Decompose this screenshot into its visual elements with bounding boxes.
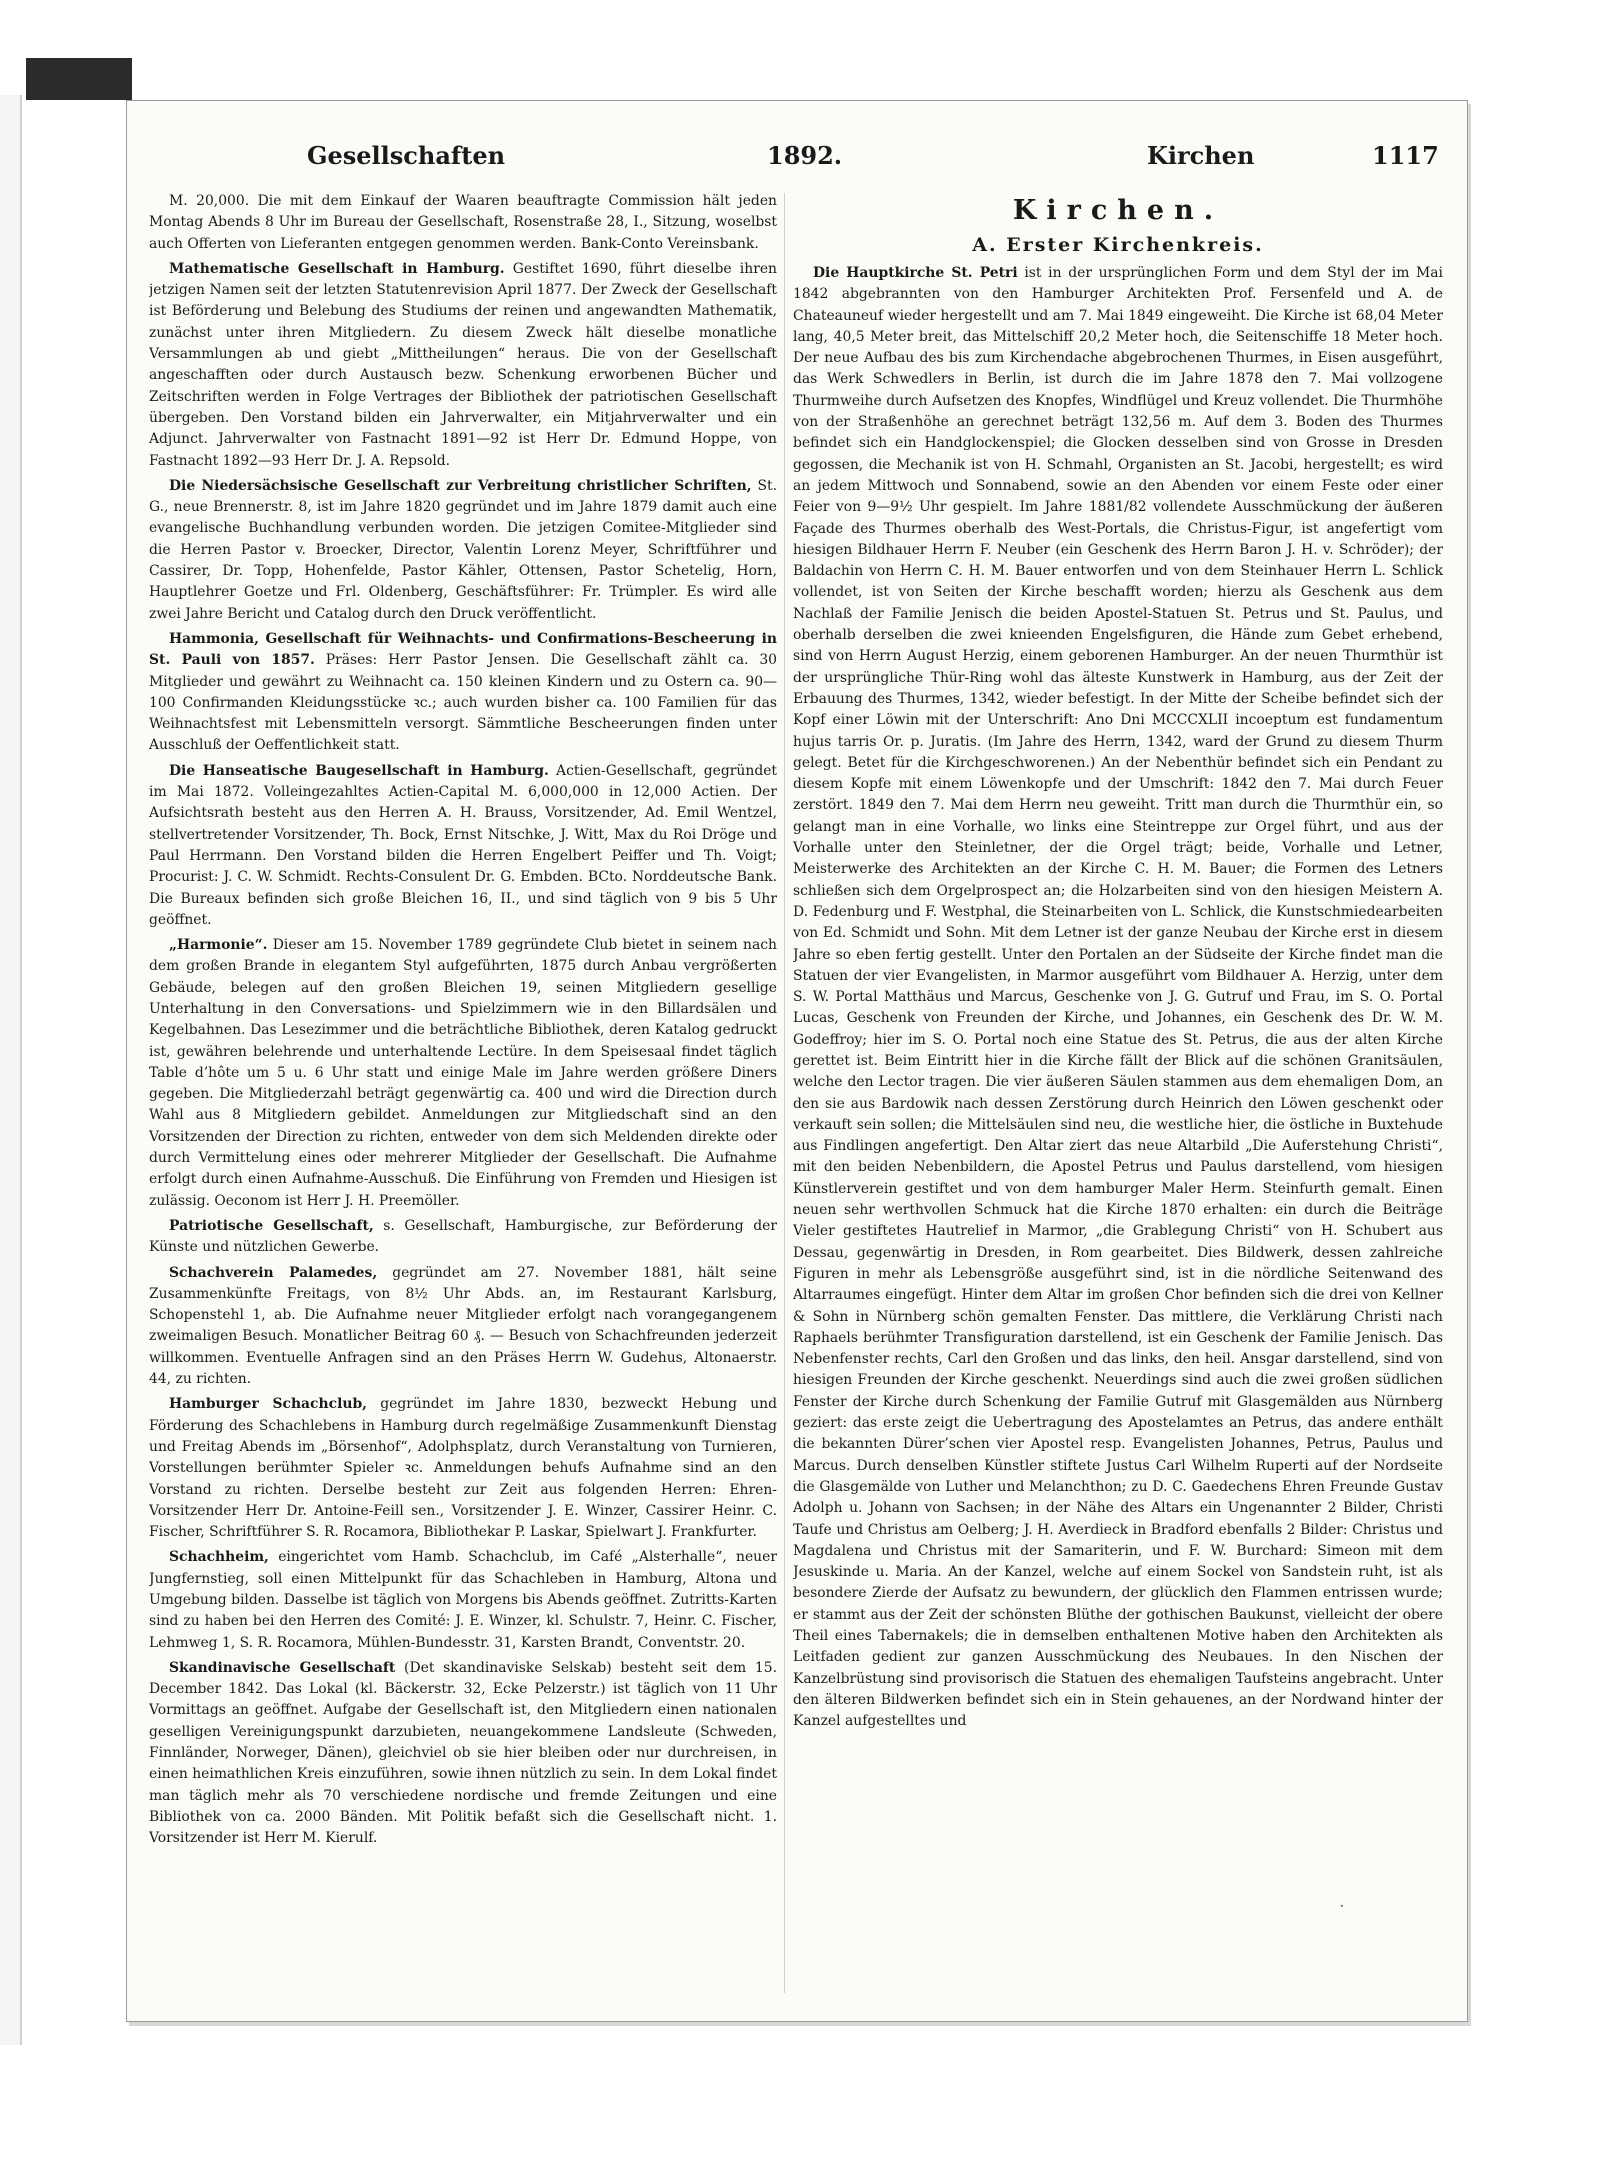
section-title: Kirchen. [1012,195,1224,226]
column-divider [784,193,785,1993]
running-head-left: Gesellschaften [307,141,506,170]
entry-text: St. G., neue Brennerstr. 8, ist im Jahre 1820 gegründet und im Jahre 1879 damit auch eine evangelische Buchhandlung verbunden worden. Die jetzigen Comitee-Mitglieder sind die Herren Pastor v. Broecker, Director, Valentin Lorenz Meyer, Schriftführer und Cassirer, Dr. Topp, Hohenfelde, Pastor Kähler, Ottensen, Pastor Schetelig, Horn, Hauptlehrer Goetze und Frl. Oldenberg, Geschäftsführer: Fr. Trümpler. Es wird alle zwei Jahre Bericht und Catalog durch den Druck veröffentlicht. [149,477,777,622]
entry-paragraph [149,1394,777,1543]
entry-text: M. 20,000. Die mit dem Einkauf der Waaren beauftragte Commission hält jeden Montag Abends 8 Uhr im Bureau der Gesellschaft, Rosenstraße 28, I., Sitzung, woselbst auch Offerten von Lieferanten entgegen genommen werden. Bank-Conto Vereinsbank. [149,193,777,252]
entry-text: gegründet im Jahre 1830, bezweckt Hebung und Förderung des Schachlebens in Hamburg durch regelmäßige Zusammenkunft Dienstag und Freitag Abends im „Börsenhof“, Adolphsplatz, durch Veranstaltung von Turnieren, Vorstellungen berühmter Spieler ꝛc. Anmeldungen behufs Aufnahme sind an den Vorstand zu richten. Derselbe besteht zur Zeit aus folgenden Herren: Ehren-Vorsitzender Herr Dr. Antoine-Feill sen., Vorsitzender J. E. Winzer, Cassirer Heinr. C. Fischer, Schriftführer S. R. Rocamora, Bibliothekar P. Laskar, Spielwart J. Frankfurter. [149,1396,777,1541]
entry-name: Die Hauptkirche St. Petri [813,265,1018,281]
entry-paragraph [149,191,777,255]
entry-text: Dieser am 15. November 1789 gegründete Club bietet in seinem nach dem großen Brande in elegantem Styl aufgeführten, 1875 durch Anbau vergrößerten Gebäude, belegen auf den großen Bleichen 19, seinen Mitgliedern gesellige Unterhaltung in den Conversations- und Spielzimmern wie in den Billardsälen und Kegelbahnen. Das Lesezimmer und die beträchtliche Bibliothek, deren Katalog gedruckt ist, gewähren belehrende und unterhaltende Lectüre. In dem Speisesaal findet täglich Table d’hôte um 5 u. 6 Uhr statt und einige Male im Jahre werden größere Diners gegeben. Die Mitgliederzahl beträgt gegenwärtig ca. 400 und wird die Direction durch Wahl aus 8 Mitgliedern gebildet. Anmeldungen zur Mitgliedschaft sind an den Vorsitzenden der Direction zu richten, entweder von dem sich Meldenden direkte oder durch Vermittelung eines oder mehrerer Mitglieder der Gesellschaft. Die Aufnahme erfolgt durch einen Aufnahme-Ausschuß. Die Einführung von Fremden und Hiesigen ist zulässig. Oeconom ist Herr J. H. Preemöller. [149,937,777,1209]
entry-text: gegründet am 27. November 1881, hält seine Zusammenkünfte Freitags, von 8½ Uhr Abds. an, im Restaurant Karlsburg, Schopenstehl 1, ab. Die Aufnahme neuer Mitglieder erfolgt nach vorangegangenem zweimaligen Besuch. Monatlicher Beitrag 60 ₰. — Besuch von Schachfreunden jederzeit willkommen. Eventuelle Anfragen sind an den Präses Herrn W. Gudehus, Altonaerstr. 44, zu richten. [149,1264,777,1388]
right-entries [793,263,1443,1732]
entry-paragraph [793,263,1443,1732]
entry-text: (Det skandinaviske Selskab) besteht seit dem 15. December 1842. Das Lokal (kl. Bäckerstr. 32, Ecke Pelzerstr.) ist täglich von 11 Uhr Vormittags an geöffnet. Aufgabe der Gesellschaft ist, den Mitgliedern einen nationalen geselligen Vereinigungspunkt darzubieten, neuangekommene Landsleute (Schweden, Finnländer, Norweger, Dänen), gleichviel ob sie hier bleiben oder nur durchreisen, in einen heimathlichen Kreis einzuführen, sowie ihnen nützlich zu sein. In dem Lokal findet man täglich mehr als 70 verschiedene nordische und fremde Zeitungen und eine Bibliothek von ca. 2000 Bänden. Mit Politik befaßt sich die Gesellschaft nicht. 1. Vorsitzender ist Herr M. Kierulf. [149,1659,777,1847]
entry-paragraph [149,935,777,1212]
right-column [793,191,1443,2001]
entry-paragraph [149,761,777,931]
entry-name: Hamburger Schachclub, [169,1396,367,1413]
entry-name: Patriotische Gesellschaft, [169,1217,374,1234]
entry-text: Actien-Gesellschaft, gegründet im Mai 1872. Volleingezahltes Actien-Capital M. 6,000,000 in 12,000 Actien. Der Aufsichtsrath besteht aus den Herren A. H. Brauss, Vorsitzender, Ad. Emil Wentzel, stellvertretender Vorsitzender, Th. Bock, Ernst Nitschke, J. Witt, Max du Roi Dröge und Paul Herrmann. Den Vorstand bilden die Herren Engelbert Peiffer und Th. Voigt; Procurist: J. C. W. Schmidt. Rechts-Consulent Dr. G. Embden. BCto. Norddeutsche Bank. Die Bureaux befinden sich große Bleichen 16, II., und sind täglich von 9 bis 5 Uhr geöffnet. [149,762,777,928]
running-head [147,141,1447,177]
entry-name: Schachheim, [169,1549,269,1566]
entry-text: Gestiftet 1690, führt dieselbe ihren jetzigen Namen seit der letzten Statutenrevision April 1877. Der Zweck der Gesellschaft ist Beförderung und Belebung des Studiums der reinen und angewandten Mathematik, zunächst unter ihren Mitgliedern. Zu diesem Zweck hält dieselbe monatliche Versammlungen ab und giebt „Mittheilungen“ heraus. Die von der Gesellschaft angeschafften oder durch Austausch bezw. Schenkung erworbenen Bücher und Zeitschriften werden in Folge Vertrages der Bibliothek der patriotischen Gesellschaft übergeben. Den Vorstand bilden ein Jahrverwalter, ein Mitjahrverwalter und ein Adjunct. Jahrverwalter von Fastnacht 1891—92 ist Herr Dr. Edmund Hoppe, von Fastnacht 1892—93 Herr Dr. J. A. Repsold. [149,260,777,469]
entry-paragraph [149,1263,777,1391]
entry-text: s. Gesellschaft, Hamburgische, zur Beförderung der Künste und nützlichen Gewerbe. [149,1217,777,1256]
entry-name: „Harmonie“. [169,937,268,954]
section-subtitle: A. Erster Kirchenkreis. [972,234,1264,256]
entry-name: Die Hanseatische Baugesellschaft in Hamburg. [169,762,549,779]
ink-mark: · [1339,1896,1345,1917]
entry-paragraph [149,1216,777,1259]
entry-text: eingerichtet vom Hamb. Schachclub, im Café „Alsterhalle“, neuer Jungfernstieg, soll einen Mittelpunkt für das Schachleben in Hamburg, Altona und Umgebung bilden. Dasselbe ist täglich von Morgens bis Abends geöffnet. Zutritts-Karten sind zu haben bei den Herren des Comité: J. E. Winzer, kl. Schulstr. 7, Heinr. C. Fischer, Lehmweg 1, S. R. Rocamora, Mühlen-Bundesstr. 31, Karsten Brandt, Conventstr. 20. [149,1549,777,1651]
entry-name: Die Niedersächsische Gesellschaft zur Verbreitung christlicher Schriften, [169,477,752,494]
entry-name: Hammonia, Gesellschaft für Weihnachts- und Confirmations-Bescheerung in St. Pauli von 1857. [149,630,777,669]
entry-paragraph [149,629,777,757]
scan-edge-bar [26,58,132,100]
page-number: 1117 [1372,141,1439,170]
entry-name: Mathematische Gesellschaft in Hamburg. [169,260,505,277]
entry-text: ist in der ursprünglichen Form und dem Styl der im Mai 1842 abgebrannten von den Hamburger Architekten Prof. Fersenfeld und A. de Chateauneuf wieder hergestellt und am 7. Mai 1849 eingeweiht. Die Kirche ist 68,04 Meter lang, 40,5 Meter breit, das Mittelschiff 20,2 Meter hoch, die Seitenschiffe 18 Meter hoch. Der neue Aufbau des bis zum Kirchendache abgebrochenen Thurmes, in Eisen ausgeführt, das Werk Schwedlers in Berlin, ist durch die im Jahre 1878 den 7. Mai vollzogene Thurmweihe durch Aufsetzen des Knopfes, Windflügel und Kreuz vollendet. Die Thurmhöhe von der Straßenhöhe an gerechnet beträgt 132,56 m. Auf dem 3. Boden des Thurmes befindet sich ein Handglockenspiel; die Glocken desselben sind von Grosse in Dresden gegossen, die Mechanik ist von H. Schmahl, Organisten an St. Jacobi, hergestellt; es wird an jedem Mittwoch und Sonnabend, sowie an den Abenden vor einem Feste oder einer Feier von 9—9½ Uhr gespielt. Im Jahre 1881/82 vollendete Ausschmückung der äußeren Façade des Thurmes oberhalb des West-Portals, die Christus-Figur, ist angefertigt vom hiesigen Bildhauer Herrn F. Neuber (ein Geschenk des Herrn Baron J. H. v. Schröder); der Baldachin von Herrn C. H. M. Bauer entworfen und von dem Steinhauer Herrn L. Schlick vollendet, ist von Seiten der Kirche beschafft worden; hierzu als Geschenk aus dem Nachlaß der Familie Jenisch die beiden Apostel-Statuen St. Petrus und St. Paulus, und oberhalb derselben die zwei knieenden Engelsfiguren, die Hände zum Gebet erhebend, sind von Herrn August Herzig, einem geborenen Hamburger. An der neuen Thurmthür ist der ursprüngliche Thür-Ring wohl das älteste Kunstwerk in Hamburg, aus der Zeit der Erbauung des Thurmes, 1342, wieder befestigt. In der Mitte der Scheibe befindet sich der Kopf einer Löwin mit der Unterschrift: Ano Dni MCCCXLII incoeptum est fundamentum hujus tarris Or. p. Juratis. (Im Jahre des Herrn, 1342, ward der Grund zu diesem Thurm gelegt. Betet für die Kirchgeschworenen.) An der Nebenthür befindet sich ein Pendant zu diesem Kopfe mit einem Löwenkopfe und der Umschrift: 1842 den 7. Mai durch Feuer zerstört. 1849 den 7. Mai dem Herrn neu geweiht. Tritt man durch die Thurmthür ein, so gelangt man in eine Vorhalle, wo links eine Steintreppe zur Orgel führt, und aus der Vorhalle unter den Steinletner, der die Orgel trägt; beide, Vorhalle und Letner, Meisterwerke des Architekten an der Kirche C. H. M. Bauer; die Formen des Letners schließen sich dem Orgelprospect an; die Holzarbeiten sind von den hiesigen Meistern A. D. Fedenburg und F. Westphal, die Steinarbeiten von L. Schlick, die Kunstschmiedearbeiten von Ed. Schmidt und Sohn. Mit dem Letner ist der ganze Neubau der Kirche erst in diesem Jahre so eben fertig gestellt. Unter den Portalen an der Südseite der Kirche findet man die Statuen der vier Evangelisten, in Marmor ausgeführt vom Bildhauer A. Herzig, unter dem S. W. Portal Matthäus und Marcus, Geschenke von J. G. Gutruf und Frau, im S. O. Portal Lucas, Geschenk von Freunden der Kirche, und Johannes, ein Geschenk des Dr. W. M. Godeffroy; hier im S. O. Portal noch eine Statue des St. Petrus, die aus der alten Kirche gerettet ist. Beim Eintritt hier in die Kirche fällt der Blick auf die schönen Granitsäulen, welche den Lector tragen. Die vier äußeren Säulen stammen aus dem ehemaligen Dom, an den sie aus Bardowik nach dessen Zerstörung durch Heinrich den Löwen geschenkt oder verkauft sein sollen; die Mittelsäulen sind neu, die westliche hier, die östliche in Buxtehude aus Findlingen angefertigt. Den Altar ziert das neue Altarbild „Die Auferstehung Christi“, mit den beiden Nebenbildern, die Apostel Petrus und Paulus darstellend, vom hiesigen Künstlerverein gestiftet und von dem hamburger Maler Herm. Steinfurth gemalt. Einen neuen sehr werthvollen Schmuck hat die Kirche 1870 erhalten: ein durch die Beiträge Vieler gestiftetes Hautrelief in Marmor, „die Grablegung Christi“ von H. Schubert aus Dessau, gegenwärtig in Dresden, in Rom gearbeitet. Dies Bildwerk, dessen zahlreiche Figuren in mehr als Lebensgröße ausgeführt sind, ist in die nördliche Seitenwand des Altarraumes eingefügt. Hinter dem Altar im großen Chor befinden sich die drei von Kellner & Sohn in Nürnberg schön gemalten Fenster. Das mittlere, die Verklärung Christi nach Raphaels berühmter Transfiguration darstellend, ist ein Geschenk der Familie Jenisch. Das Nebenfenster rechts, Carl den Großen und das links, den heil. Ansgar darstellend, sind von hiesigen Freunden der Kirche geschenkt. Neuerdings sind auch die zwei großen südlichen Fenster der Kirche durch Schenkung der Familie Gutruf mit Glasgemälden aus Nürnberg geziert: das erste zeigt die Uebertragung des Apostelamtes an Petrus, das andere enthält die bekannten Dürer’schen vier Apostel resp. Evangelisten Johannes, Petrus, Paulus und Marcus. Durch denselben Künstler stiftete Justus Carl Wilhelm Ruperti auf der Nordseite die Glasgemälde von Luther und Melanchthon; zu D. C. Gaedechens Ehren Freunde Gustav Adolph u. Johann von Sachsen; in der Nähe des Altars ein Ungenannter 2 Bilder, Christi Taufe und Christus am Oelberg; J. H. Averdieck in Bradford ebenfalls 2 Bilder: Christus und Magdalena und Christus mit der Samariterin, und F. W. Burchard: Simeon mit dem Jesuskinde u. Maria. An der Kanzel, welche auf einem Sockel von Sandstein ruht, ist als besondere Zierde der Aufsatz zu bewundern, der glücklich den Flammen entrissen wurde; er stammt aus der Zeit der schönsten Blüthe der gothischen Baukunst, vielleicht der obere Theil eines Tabernakels; die in demselben enthaltenen Motive haben den Architekten als Leitfaden gedient zur ganzen Ausschmückung des Neubaues. In den Nischen der Kanzelbrüstung sind provisorisch die Statuen des ehemaligen Taufsteins angebracht. Unter den älteren Bildwerken befindet sich ein in Stein gehauenes, an der Nordwand hinter der Kanzel aufgestelltes und [793,265,1443,1730]
adjacent-page-strip [0,95,22,2045]
book-page [126,100,1468,2022]
entry-name: Skandinavische Gesellschaft [169,1659,396,1676]
entry-paragraph [149,1658,777,1850]
entry-name: Schachverein Palamedes, [169,1264,378,1281]
entry-text: Präses: Herr Pastor Jensen. Die Gesellschaft zählt ca. 30 Mitglieder und gewährt zu Weihnacht ca. 150 kleinen Kindern und zu Ostern ca. 90—100 Confirmanden Kleidungsstücke ꝛc.; auch wurden bisher ca. 100 Familien für das Weihnachtsfest mit Lebensmitteln versorgt. Sämmtliche Bescheerungen finden unter Ausschluß der Oeffentlichkeit statt. [149,652,777,754]
left-column [149,191,777,2001]
running-head-year: 1892. [767,141,843,170]
entry-paragraph [149,476,777,625]
running-head-right: Kirchen [1147,141,1255,170]
entry-paragraph [149,259,777,472]
entry-paragraph [149,1547,777,1653]
